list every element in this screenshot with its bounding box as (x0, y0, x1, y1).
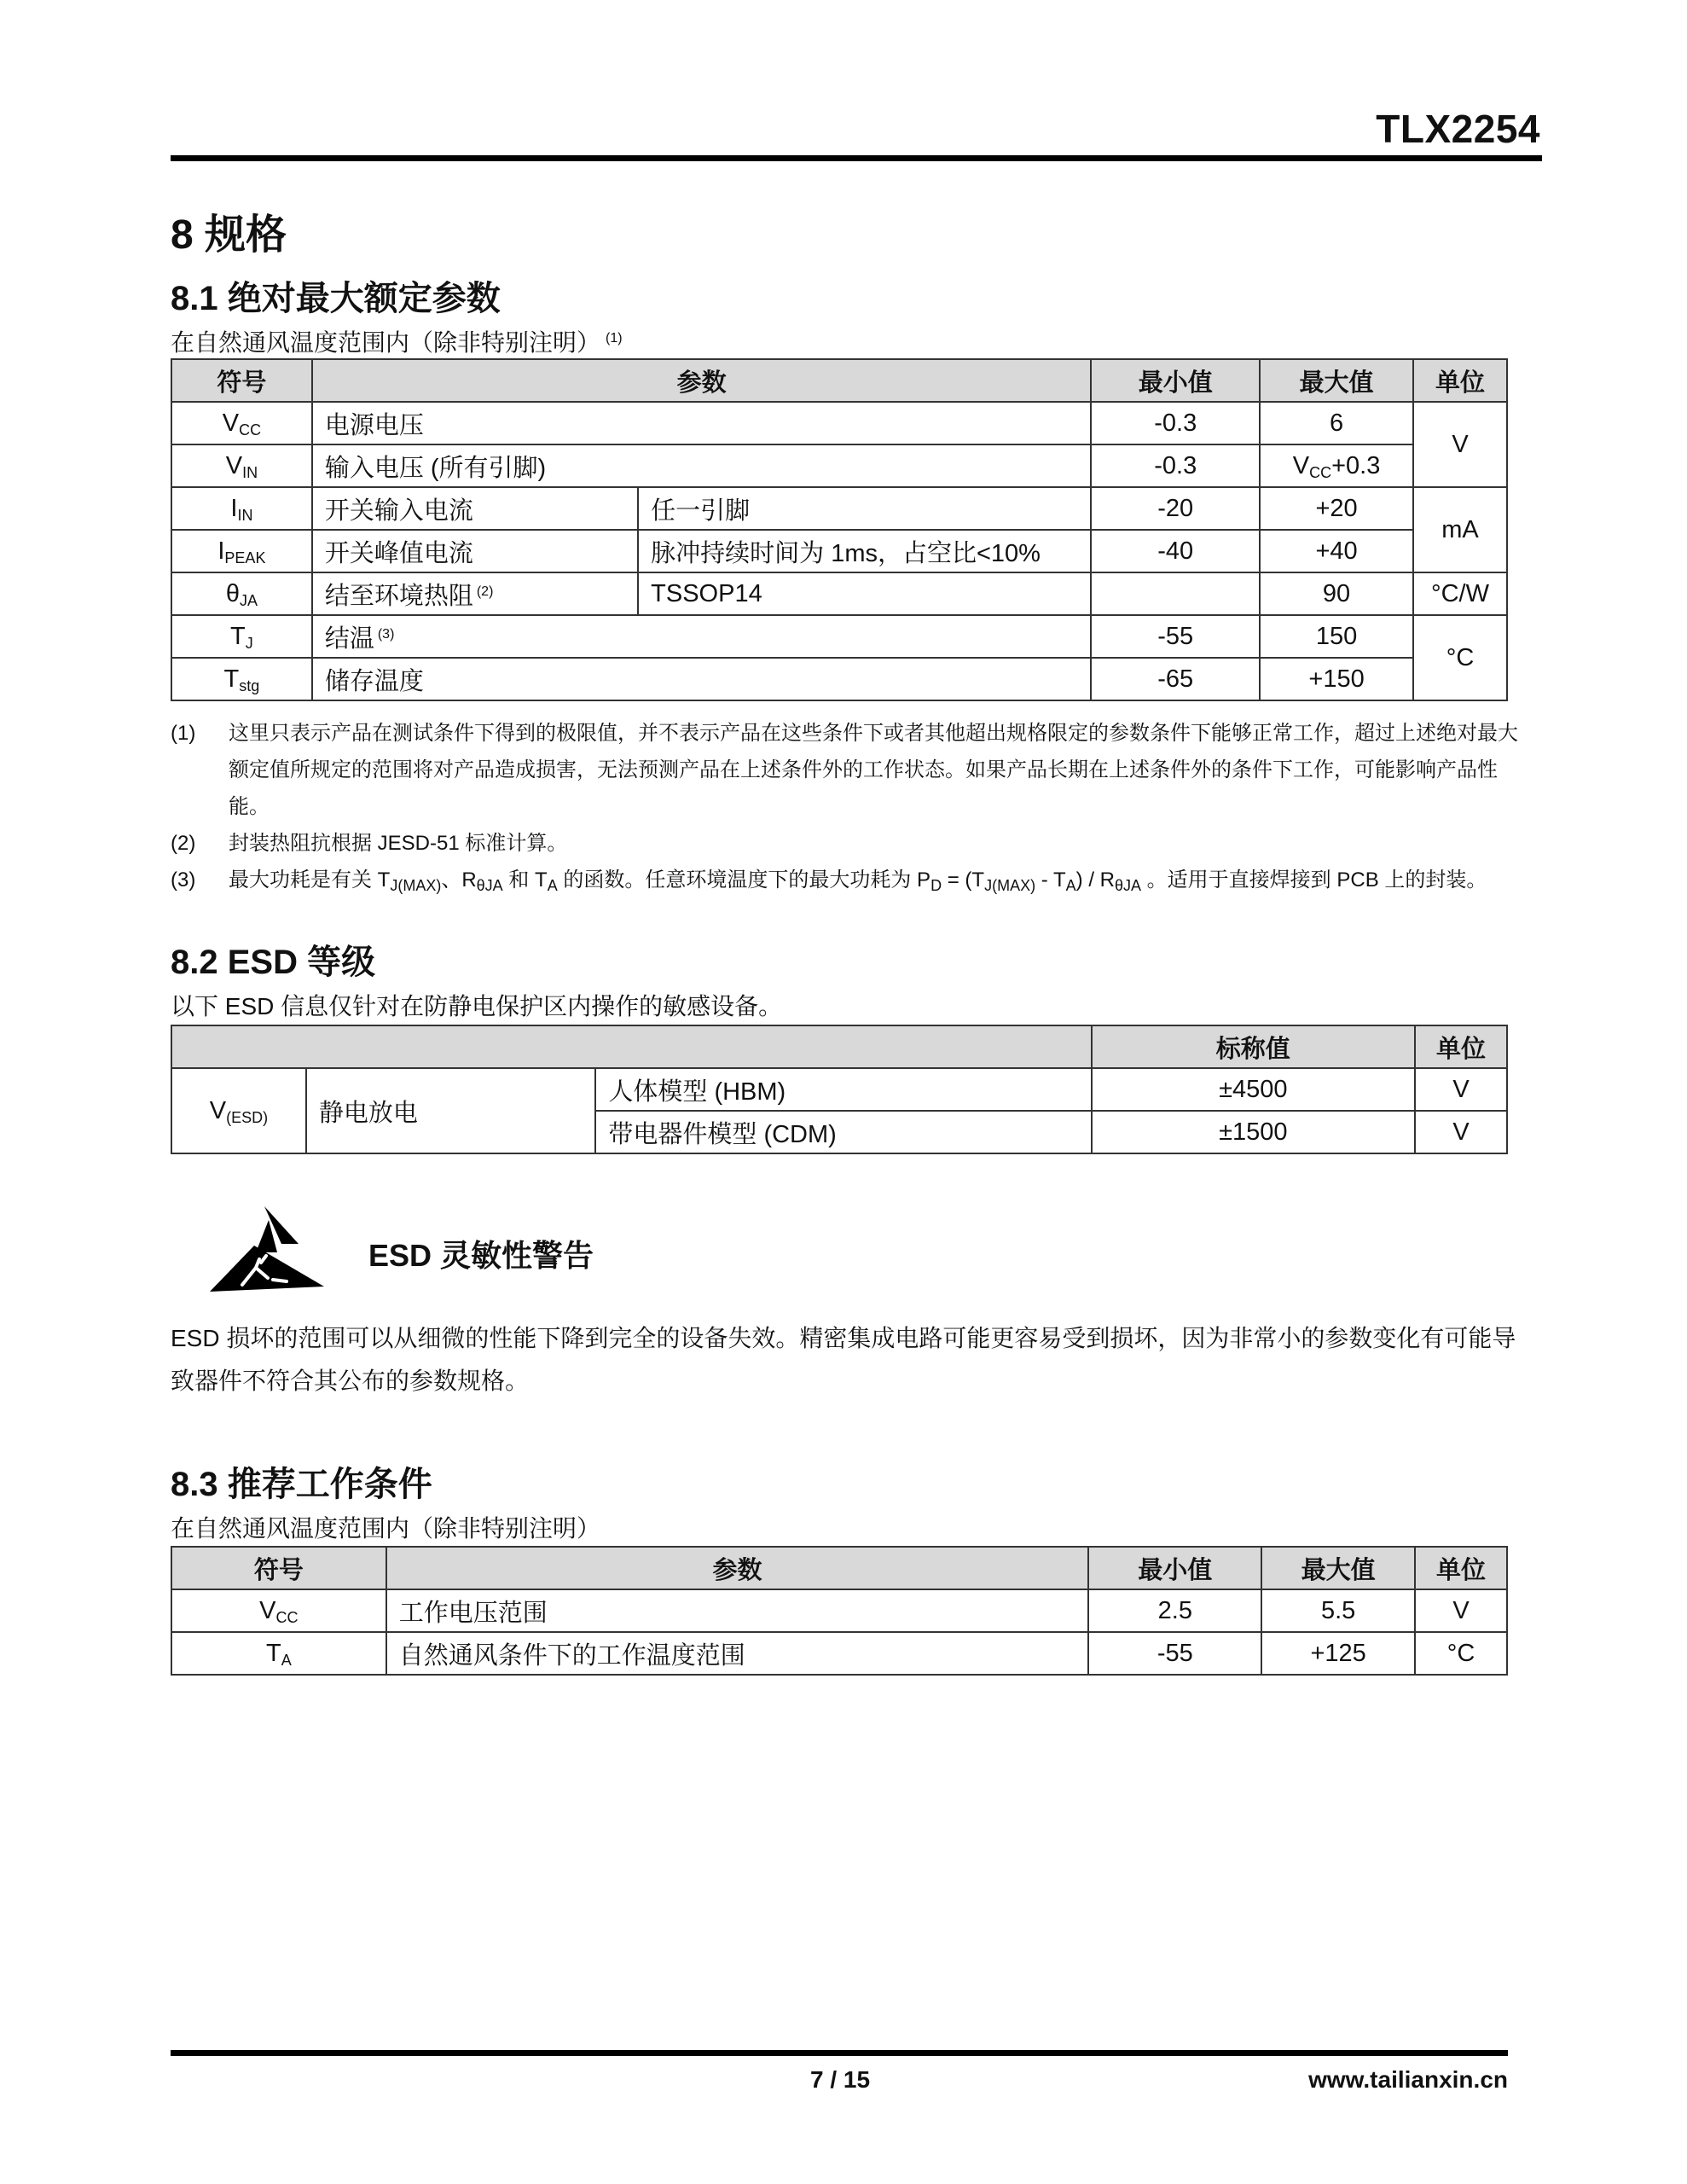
abs-max-caption: 在自然通风温度范围内（除非特别注明） $^{(1)}$ (171, 329, 623, 356)
parameter-cell: 自然通风条件下的工作温度范围 (386, 1632, 1089, 1675)
parameter-cell: 结温 $^{(3)}$ (312, 615, 1092, 658)
esd-warning-title: ESD 灵敏性警告 (368, 1238, 594, 1273)
col-header-unit: 单位 (1413, 359, 1507, 402)
table-row (171, 1068, 1507, 1111)
table-row (171, 444, 1507, 487)
symbol-cell: VIN (171, 444, 312, 487)
condition-cell: 任一引脚 (638, 487, 1091, 530)
footnote: (1) 这里只表示产品在测试条件下得到的极限值，并不表示产品在这些条件下或者其他超出规格限定的参数条件下能够正常工作，超过上述绝对最大额定值所规定的范围将对产品造成损害，无法预测产品在上述条件外的工作状态。如果产品长期在上述条件外的条件下工作，可能影响产品性能。 (171, 722, 1518, 818)
min-cell: -55 (1091, 615, 1260, 658)
col-header-max: 最大值 (1261, 1547, 1415, 1589)
esd-warning-icon (205, 1203, 333, 1297)
unit-cell: °C/W (1413, 572, 1507, 615)
recommended-conditions-title: 8.3 推荐工作条件 (171, 1466, 432, 1503)
header-rule (171, 155, 1542, 161)
max-cell: 90 (1260, 572, 1413, 615)
col-header-symbol: 符号 (171, 1547, 386, 1589)
max-cell: VCC+0.3 (1260, 444, 1413, 487)
min-cell: 2.5 (1088, 1589, 1261, 1632)
condition-cell: 脉冲持续时间为 1ms，占空比<10% (638, 530, 1091, 572)
symbol-cell: θJA (171, 572, 312, 615)
col-header-max: 最大值 (1260, 359, 1413, 402)
footnote: (3) 最大功耗是有关 $T_{J(MAX)}$、$R_{\theta JA}$ 和 $T_A$ 的函数。任意环境温度下的最大功耗为 $P_D = (T_{J(MAX)} - T_A) / R_{\theta JA}$ 。适用于直接焊接到 PCB 上的封装。 (171, 868, 1487, 894)
value-cell: ±4500 (1092, 1068, 1416, 1111)
symbol-cell: VCC (171, 1589, 386, 1632)
model-cell: 带电器件模型 (CDM) (595, 1111, 1091, 1153)
min-cell: -55 (1088, 1632, 1261, 1675)
unit-cell: V (1415, 1111, 1507, 1153)
table-row (171, 658, 1507, 700)
esd-warning-text: ESD 损坏的范围可以从细微的性能下降到完全的设备失效。精密集成电路可能更容易受到损坏，因为非常小的参数变化有可能导致器件不符合其公布的参数规格。 (171, 1325, 1516, 1394)
condition-cell: TSSOP14 (638, 572, 1091, 615)
unit-cell: °C (1415, 1632, 1507, 1675)
table-header-row (171, 1025, 1507, 1068)
max-cell: +125 (1261, 1632, 1415, 1675)
esd-rating-title: 8.2 ESD 等级 (171, 944, 376, 981)
symbol-cell: V(ESD) (171, 1068, 306, 1153)
recommended-conditions-caption: 在自然通风温度范围内（除非特别注明） (171, 1515, 601, 1542)
website-link[interactable]: www.tailianxin.cn (1308, 2066, 1508, 2093)
col-header-unit: 单位 (1415, 1025, 1507, 1068)
footnote: (2) 封装热阻抗根据 JESD-51 标准计算。 (171, 832, 568, 855)
table-header-row (171, 359, 1507, 402)
unit-cell: mA (1413, 487, 1507, 572)
page-number: 7 / 15 (810, 2066, 871, 2093)
max-cell: +40 (1260, 530, 1413, 572)
table-row (171, 487, 1507, 530)
unit-cell: V (1415, 1068, 1507, 1111)
min-cell: -0.3 (1091, 402, 1260, 444)
abs-max-title: 8.1 绝对最大额定参数 (171, 280, 501, 317)
min-cell: -65 (1091, 658, 1260, 700)
parameter-cell: 结至环境热阻 $^{(2)}$ (312, 572, 638, 615)
min-cell: -40 (1091, 530, 1260, 572)
max-cell: 6 (1260, 402, 1413, 444)
table-row (171, 530, 1507, 572)
table-row (171, 1632, 1507, 1675)
max-cell: 5.5 (1261, 1589, 1415, 1632)
parameter-cell: 静电放电 (306, 1068, 596, 1153)
symbol-cell: TA (171, 1632, 386, 1675)
parameter-cell: 输入电压 (所有引脚) (312, 444, 1092, 487)
abs-max-table (171, 358, 1508, 701)
col-header-nominal: 标称值 (1092, 1025, 1416, 1068)
col-header-symbol: 符号 (171, 359, 312, 402)
symbol-cell: VCC (171, 402, 312, 444)
parameter-cell: 工作电压范围 (386, 1589, 1089, 1632)
col-header-min: 最小值 (1088, 1547, 1261, 1589)
min-cell: -0.3 (1091, 444, 1260, 487)
col-header-blank (171, 1025, 1092, 1068)
value-cell: ±1500 (1092, 1111, 1416, 1153)
esd-rating-caption: 以下 ESD 信息仅针对在防静电保护区内操作的敏感设备。 (171, 993, 783, 1019)
unit-cell: V (1415, 1589, 1507, 1632)
recommended-conditions-table (171, 1546, 1508, 1676)
symbol-cell: IIN (171, 487, 312, 530)
col-header-parameter: 参数 (386, 1547, 1089, 1589)
min-cell (1091, 572, 1260, 615)
model-cell: 人体模型 (HBM) (595, 1068, 1091, 1111)
col-header-parameter: 参数 (312, 359, 1092, 402)
unit-cell: °C (1413, 615, 1507, 700)
max-cell: +150 (1260, 658, 1413, 700)
parameter-cell: 电源电压 (312, 402, 1092, 444)
col-header-unit: 单位 (1415, 1547, 1507, 1589)
table-row (171, 615, 1507, 658)
section-title: 8 规格 (171, 212, 287, 258)
table-row (171, 402, 1507, 444)
parameter-cell: 储存温度 (312, 658, 1092, 700)
symbol-cell: TJ (171, 615, 312, 658)
table-row (171, 1589, 1507, 1632)
unit-cell: V (1413, 402, 1507, 487)
footnotes (171, 715, 1518, 900)
table-header-row (171, 1547, 1507, 1589)
col-header-min: 最小值 (1091, 359, 1260, 402)
parameter-cell: 开关峰值电流 (312, 530, 638, 572)
min-cell: -20 (1091, 487, 1260, 530)
symbol-cell: Tstg (171, 658, 312, 700)
symbol-cell: IPEAK (171, 530, 312, 572)
document-title: TLX2254 (1376, 107, 1540, 151)
esd-table (171, 1025, 1508, 1154)
table-row (171, 572, 1507, 615)
footer-rule (171, 2050, 1508, 2056)
parameter-cell: 开关输入电流 (312, 487, 638, 530)
max-cell: +20 (1260, 487, 1413, 530)
max-cell: 150 (1260, 615, 1413, 658)
